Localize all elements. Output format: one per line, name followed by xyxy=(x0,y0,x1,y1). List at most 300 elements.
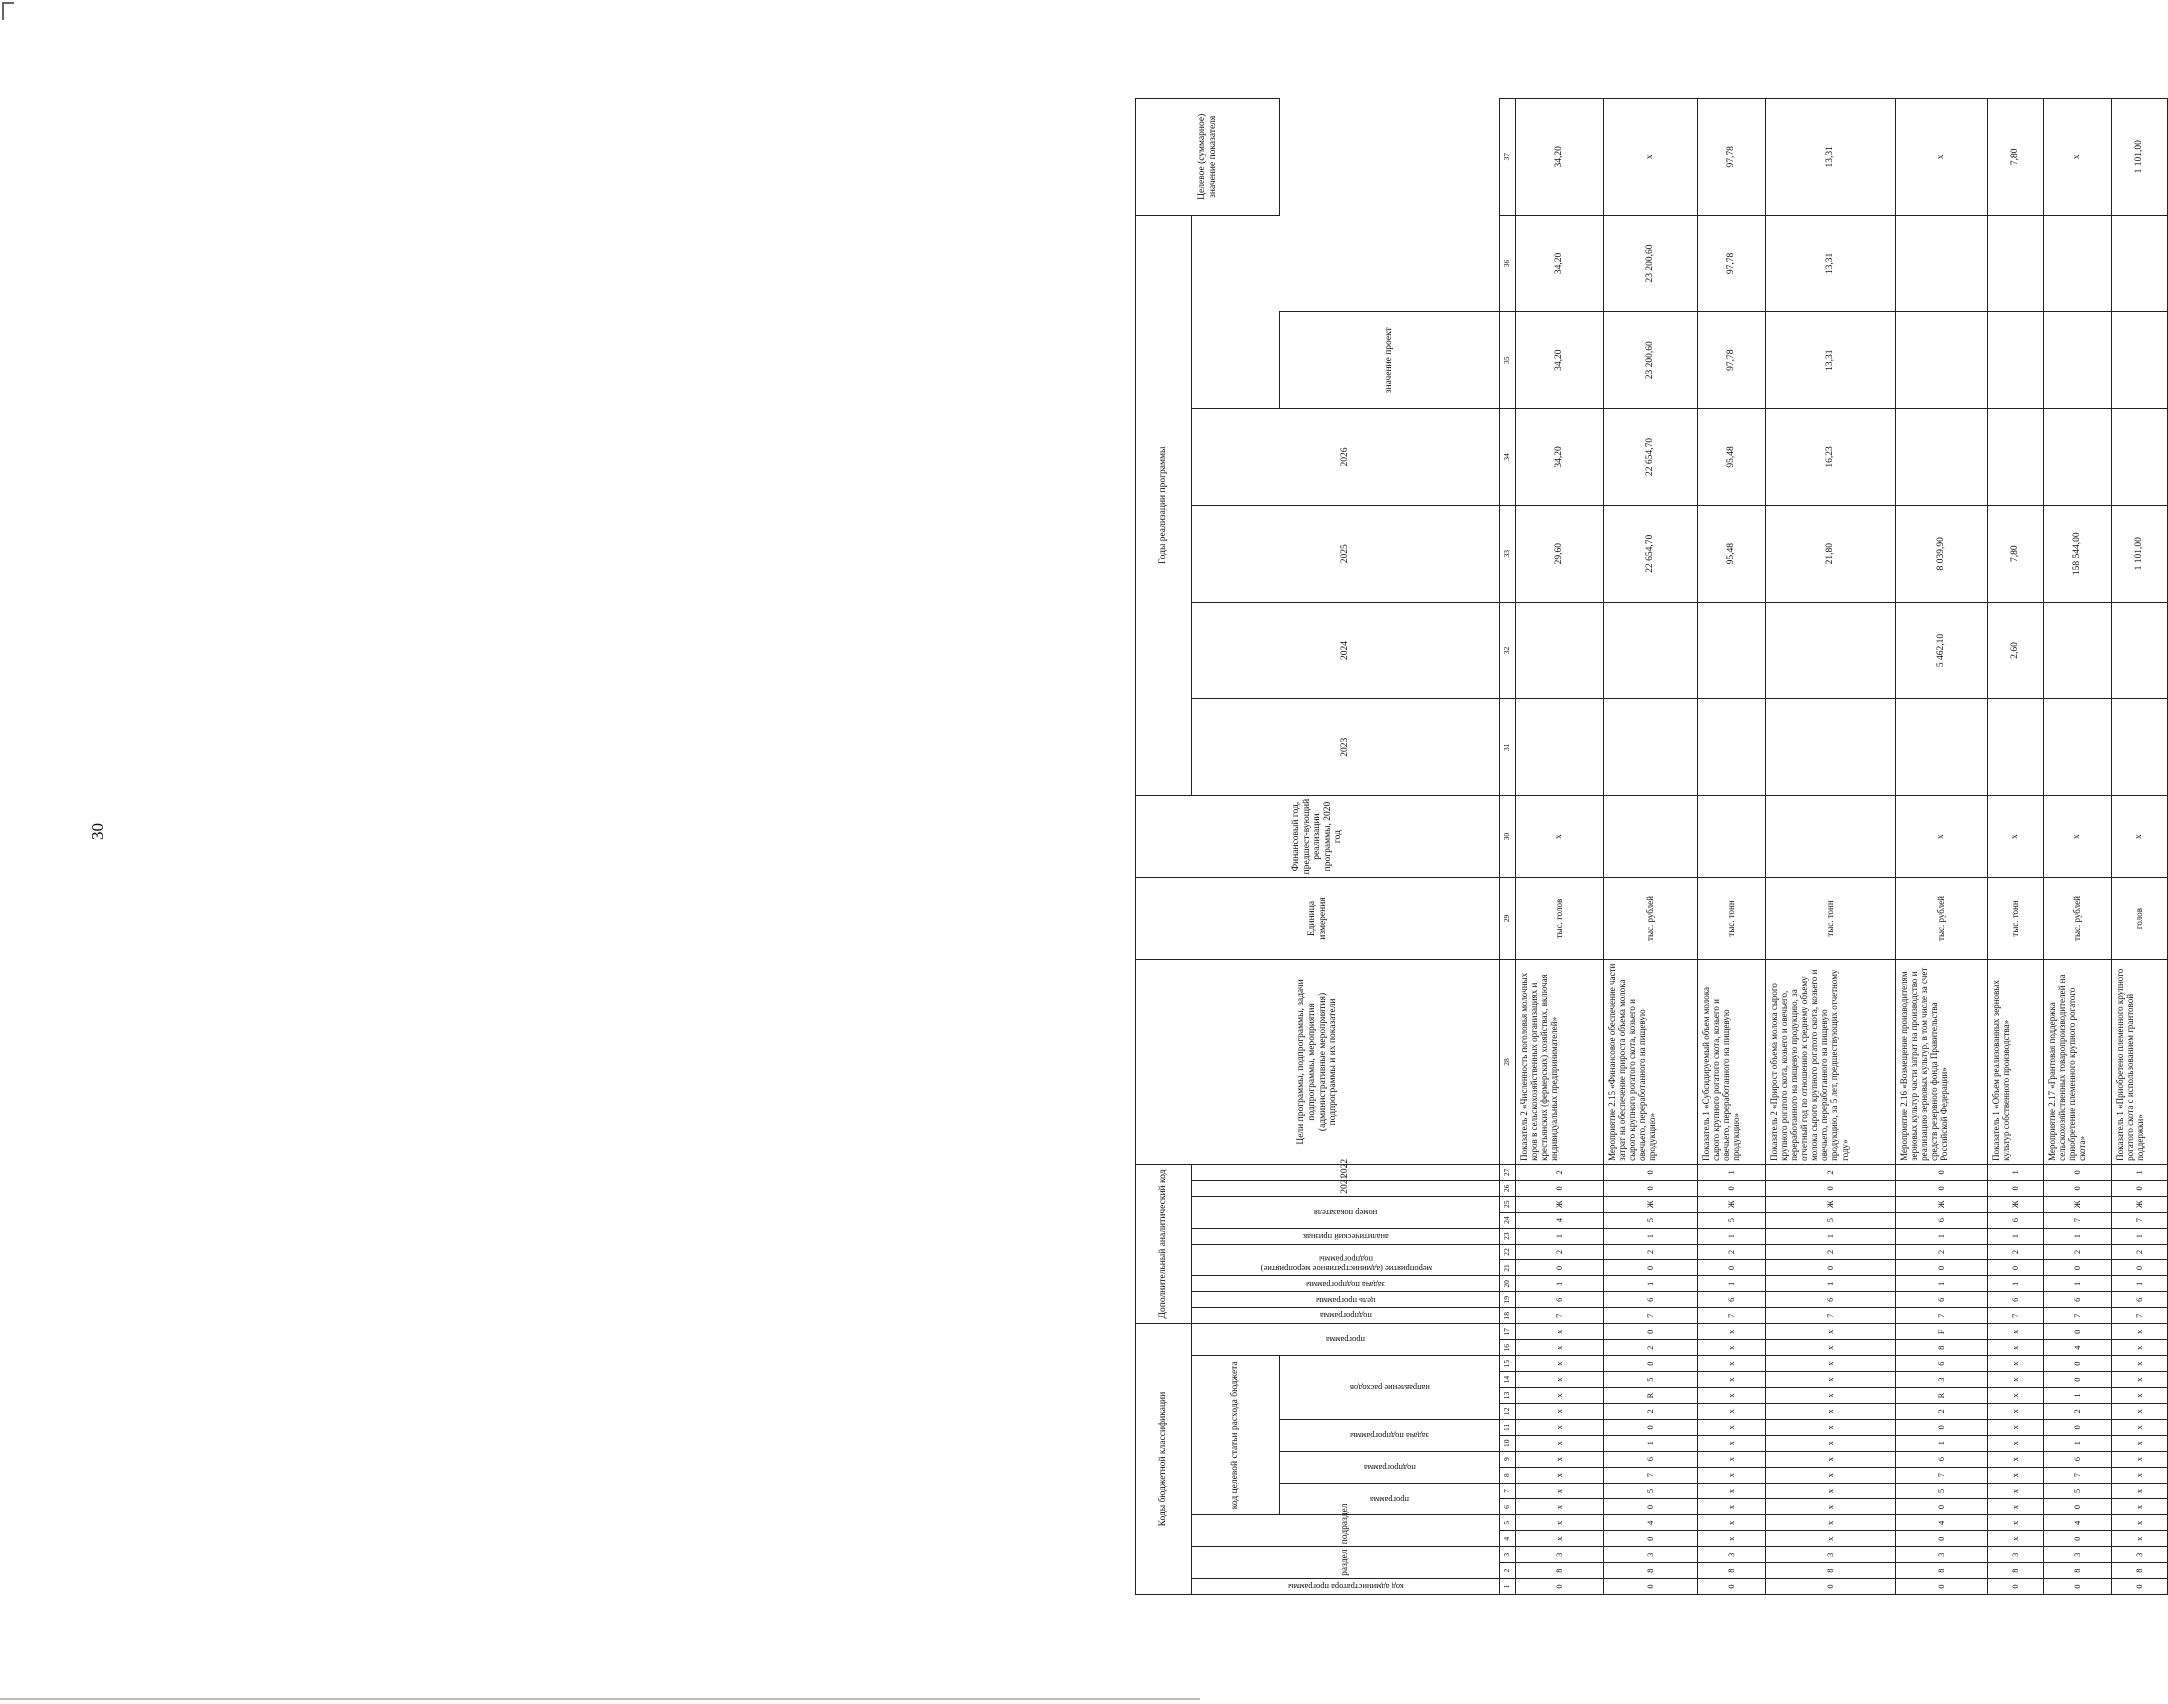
column-number: 1 xyxy=(1500,1579,1516,1595)
code-cell: х xyxy=(1988,1483,2044,1499)
code-cell: 3 xyxy=(1604,1547,1698,1563)
code-cell: х xyxy=(1766,1419,1896,1435)
value-cell-2025: 23 200,60 xyxy=(1604,312,1698,409)
code-cell: х xyxy=(2112,1356,2168,1372)
column-number: 22 xyxy=(1500,1244,1516,1260)
value-cell-2022 xyxy=(1698,602,1766,699)
code-cell: х xyxy=(2112,1324,2168,1340)
code-cell: 7 xyxy=(1698,1308,1766,1324)
scan-mark xyxy=(2,2,4,20)
header-y2025: 2025 xyxy=(1192,505,1500,602)
code-cell: 2 xyxy=(1766,1164,1896,1180)
value-cell-2021 xyxy=(1896,699,1988,796)
value-cell-2021 xyxy=(2044,699,2112,796)
value-cell-2024 xyxy=(2112,409,2168,506)
code-cell: 8 xyxy=(1766,1563,1896,1579)
header-y2021: 2021 xyxy=(1192,1180,1500,1196)
fin-year-cell xyxy=(1766,796,1896,878)
code-cell: х xyxy=(1988,1356,2044,1372)
code-cell: 3 xyxy=(1896,1372,1988,1388)
description-cell: Показатель 1 «Объем реализованных зерновых культур собственного производства» xyxy=(1988,960,2044,1165)
unit-cell: тыс. голов xyxy=(1516,878,1604,960)
header-subsection: подраздел xyxy=(1192,1515,1500,1547)
target-cell: 13,31 xyxy=(1766,99,1896,216)
code-cell: х xyxy=(1516,1435,1604,1451)
value-cell-2024: 22 654,70 xyxy=(1604,409,1698,506)
code-cell: х xyxy=(1516,1388,1604,1404)
value-cell-2023: 8 039,90 xyxy=(1896,505,1988,602)
value-cell-2026: 13,31 xyxy=(1766,215,1896,312)
column-number: 33 xyxy=(1500,505,1516,602)
code-cell: 0 xyxy=(1896,1260,1988,1276)
fin-year-cell: х xyxy=(2044,796,2112,878)
code-cell: 6 xyxy=(1896,1292,1988,1308)
code-cell: 3 xyxy=(1988,1547,2044,1563)
unit-cell: тыс. тонн xyxy=(1988,878,2044,960)
column-number: 31 xyxy=(1500,699,1516,796)
target-cell: х xyxy=(2044,99,2112,216)
code-cell: х xyxy=(1988,1340,2044,1356)
code-cell: х xyxy=(1516,1340,1604,1356)
column-number: 6 xyxy=(1500,1499,1516,1515)
code-cell: Ж xyxy=(2112,1196,2168,1212)
table-row xyxy=(1604,99,1698,1595)
code-cell: 0 xyxy=(2044,1164,2112,1180)
code-cell: 1 xyxy=(1988,1164,2044,1180)
code-cell: 0 xyxy=(1896,1579,1988,1595)
code-cell: х xyxy=(1766,1483,1896,1499)
code-cell: 8 xyxy=(1604,1563,1698,1579)
column-number: 10 xyxy=(1500,1435,1516,1451)
code-cell: х xyxy=(1698,1483,1766,1499)
code-cell: 7 xyxy=(1516,1308,1604,1324)
description-cell: Показатель 1 «Субсидируемый объем молока сырого крупного рогатого скота, козьего и овечьего, переработанного на пищевую продукцию» xyxy=(1698,960,1766,1165)
header-row xyxy=(1136,99,1192,1595)
code-cell: 0 xyxy=(2112,1260,2168,1276)
description-cell: Мероприятие 2.16 «Возмещение производителям зерновых культур части затрат на производство и реализацию зерновых культур, в том числе за счет средств резервного фонда Правительства Российской Федерации» xyxy=(1896,960,1988,1165)
code-cell: х xyxy=(1516,1515,1604,1531)
code-cell: х xyxy=(1698,1499,1766,1515)
column-number: 9 xyxy=(1500,1451,1516,1467)
header-target: Целевое (суммарное) значение показателя xyxy=(1136,99,1280,216)
header-additional-code: Дополнительный аналитический код xyxy=(1136,1164,1192,1323)
value-cell-2025: 97,78 xyxy=(1698,312,1766,409)
value-cell-2025 xyxy=(1896,312,1988,409)
table-row xyxy=(1516,99,1604,1595)
code-cell: 1 xyxy=(1698,1276,1766,1292)
code-cell: 2 xyxy=(1896,1244,1988,1260)
value-cell-2026 xyxy=(1896,215,1988,312)
table-row xyxy=(1988,99,2044,1595)
header-program: программа xyxy=(1280,1483,1500,1515)
code-cell: 0 xyxy=(1766,1260,1896,1276)
header-y2023: 2023 xyxy=(1192,699,1500,796)
table-row xyxy=(1698,99,1766,1595)
column-number: 11 xyxy=(1500,1419,1516,1435)
column-number: 21 xyxy=(1500,1260,1516,1276)
code-cell: 0 xyxy=(2044,1180,2112,1196)
value-cell-2024: 34,20 xyxy=(1516,409,1604,506)
unit-cell: тыс. рублей xyxy=(2044,878,2112,960)
code-cell: 6 xyxy=(1896,1451,1988,1467)
column-number: 24 xyxy=(1500,1212,1516,1228)
code-cell: 7 xyxy=(1896,1308,1988,1324)
table-row xyxy=(2044,99,2112,1595)
column-number: 18 xyxy=(1500,1308,1516,1324)
code-cell: х xyxy=(1516,1483,1604,1499)
code-cell: х xyxy=(1516,1356,1604,1372)
header-y2024: 2024 xyxy=(1192,602,1500,699)
code-cell: х xyxy=(2112,1499,2168,1515)
column-number: 26 xyxy=(1500,1180,1516,1196)
header-subprogram-a: подпрограмма xyxy=(1192,1308,1500,1324)
code-cell: 4 xyxy=(1604,1515,1698,1531)
code-cell: х xyxy=(2112,1403,2168,1419)
code-cell: 2 xyxy=(2112,1244,2168,1260)
target-cell: х xyxy=(1604,99,1698,216)
fin-year-cell: х xyxy=(2112,796,2168,878)
description-cell: Показатель 2 «Численность поголовья молочных коров в сельскохозяйственных организациях и крестьянских (фермерских) хозяйствах, включая индивидуальных предпринимателей» xyxy=(1516,960,1604,1165)
code-cell: х xyxy=(1988,1515,2044,1531)
column-number: 32 xyxy=(1500,602,1516,699)
code-cell: 2 xyxy=(1766,1244,1896,1260)
header-indicator-number: номер показателя xyxy=(1192,1196,1500,1228)
code-cell: 5 xyxy=(2044,1483,2112,1499)
code-cell: 7 xyxy=(2044,1467,2112,1483)
column-number: 17 xyxy=(1500,1324,1516,1340)
code-cell: х xyxy=(1698,1435,1766,1451)
code-cell: х xyxy=(1516,1531,1604,1547)
code-cell: 0 xyxy=(1896,1531,1988,1547)
header-fin-year: Финансовый год, предшест-вующий реализации программы, 2020 год xyxy=(1136,796,1500,878)
code-cell: х xyxy=(1988,1499,2044,1515)
unit-cell: тыс. тонн xyxy=(1698,878,1766,960)
code-cell: 0 xyxy=(1516,1180,1604,1196)
code-cell: 3 xyxy=(1766,1547,1896,1563)
unit-cell: тыс. рублей xyxy=(1896,878,1988,960)
description-cell: Показатель 2 «Прирост объема молока сырого крупного рогатого скота, козьего и овечьего, переработанного на пищевую продукцию, за отчетный год по отношению к среднему объему молока сырого крупного рогатого скота, козьего и овечьего, переработанного на пищевую продукцию, за 5 лет, предшествующих отчетному году» xyxy=(1766,960,1896,1165)
value-cell-2024: 95,48 xyxy=(1698,409,1766,506)
column-number: 7 xyxy=(1500,1483,1516,1499)
code-cell: х xyxy=(1988,1467,2044,1483)
header-subprogram-task-a: задача подпрограммы xyxy=(1192,1276,1500,1292)
code-cell: Ж xyxy=(1988,1196,2044,1212)
code-cell: х xyxy=(2112,1515,2168,1531)
code-cell: 5 xyxy=(1604,1212,1698,1228)
code-cell: 7 xyxy=(1604,1467,1698,1483)
column-number: 3 xyxy=(1500,1547,1516,1563)
code-cell: 1 xyxy=(1896,1228,1988,1244)
code-cell: 5 xyxy=(1766,1212,1896,1228)
column-number: 8 xyxy=(1500,1467,1516,1483)
column-number: 13 xyxy=(1500,1388,1516,1404)
code-cell: 0 xyxy=(1698,1260,1766,1276)
value-cell-2022: 5 462,10 xyxy=(1896,602,1988,699)
code-cell: 1 xyxy=(1766,1228,1896,1244)
value-cell-2023: 1 101,00 xyxy=(2112,505,2168,602)
code-cell: 0 xyxy=(2044,1531,2112,1547)
code-cell: 0 xyxy=(1604,1499,1698,1515)
header-unit: Единица измерения xyxy=(1136,878,1500,960)
column-number: 2 xyxy=(1500,1563,1516,1579)
header-section: раздел xyxy=(1192,1547,1500,1579)
code-cell: х xyxy=(1766,1340,1896,1356)
column-number: 20 xyxy=(1500,1276,1516,1292)
code-cell: 8 xyxy=(2112,1563,2168,1579)
code-cell: 0 xyxy=(2112,1180,2168,1196)
code-cell: 2 xyxy=(1604,1244,1698,1260)
code-cell: х xyxy=(1988,1388,2044,1404)
code-cell: 1 xyxy=(1698,1228,1766,1244)
value-cell-2026: 97,78 xyxy=(1698,215,1766,312)
code-cell: х xyxy=(1698,1467,1766,1483)
code-cell: 0 xyxy=(1604,1260,1698,1276)
header-program-goal: цель программы xyxy=(1192,1292,1500,1308)
table-row xyxy=(1766,99,1896,1595)
fin-year-cell: х xyxy=(1896,796,1988,878)
code-cell: х xyxy=(1988,1372,2044,1388)
code-cell: 6 xyxy=(1516,1292,1604,1308)
code-cell: 0 xyxy=(1516,1579,1604,1595)
code-cell: х xyxy=(1766,1388,1896,1404)
code-cell: 6 xyxy=(1988,1292,2044,1308)
description-cell: Показатель 1 «Приобретено племенного крупного рогатого скота с использованием грантовой поддержки» xyxy=(2112,960,2168,1165)
value-cell-2026: 34,20 xyxy=(1516,215,1604,312)
code-cell: 7 xyxy=(2112,1212,2168,1228)
code-cell: R xyxy=(1604,1388,1698,1404)
header-goals: Цели программы, подпрограммы, задачи подпрограммы, мероприятия (административные мероприятия) подпрограммы и их показатели xyxy=(1136,960,1500,1165)
code-cell: 0 xyxy=(2044,1356,2112,1372)
code-cell: 0 xyxy=(1604,1579,1698,1595)
code-cell: 0 xyxy=(1896,1180,1988,1196)
column-number: 27 xyxy=(1500,1164,1516,1180)
code-cell: Ж xyxy=(1698,1196,1766,1212)
code-cell: 0 xyxy=(2044,1499,2112,1515)
fin-year-cell: х xyxy=(1988,796,2044,878)
code-cell: х xyxy=(1988,1403,2044,1419)
code-cell: 0 xyxy=(1766,1180,1896,1196)
value-cell-2024 xyxy=(2044,409,2112,506)
code-cell: х xyxy=(2112,1419,2168,1435)
value-cell-2026: 23 200,60 xyxy=(1604,215,1698,312)
code-cell: х xyxy=(1766,1372,1896,1388)
code-cell: х xyxy=(2112,1467,2168,1483)
code-cell: 1 xyxy=(2112,1164,2168,1180)
value-cell-2026 xyxy=(2044,215,2112,312)
code-cell: 6 xyxy=(1988,1212,2044,1228)
scan-mark xyxy=(0,1698,1200,1700)
code-cell: 1 xyxy=(1896,1276,1988,1292)
table-row xyxy=(2112,99,2168,1595)
unit-cell: тыс. рублей xyxy=(1604,878,1698,960)
code-cell: 6 xyxy=(1604,1292,1698,1308)
code-cell: 0 xyxy=(2044,1260,2112,1276)
code-cell: х xyxy=(1988,1419,2044,1435)
code-cell: 1 xyxy=(1604,1228,1698,1244)
code-cell: 6 xyxy=(1896,1212,1988,1228)
code-cell: х xyxy=(1766,1356,1896,1372)
code-cell: 1 xyxy=(1698,1164,1766,1180)
program-table xyxy=(1135,98,2168,1595)
code-cell: х xyxy=(1766,1499,1896,1515)
value-cell-2023: 158 544,00 xyxy=(2044,505,2112,602)
description-cell: Мероприятие 2.17 «Грантовая поддержка сельскохозяйственных товаропроизводителей на приобретение племенного крупного рогатого скота» xyxy=(2044,960,2112,1165)
value-cell-2021 xyxy=(1766,699,1896,796)
code-cell: х xyxy=(1766,1467,1896,1483)
code-cell: 8 xyxy=(1896,1340,1988,1356)
code-cell: 0 xyxy=(1604,1531,1698,1547)
column-number: 35 xyxy=(1500,312,1516,409)
code-cell: 1 xyxy=(1516,1228,1604,1244)
code-cell: 2 xyxy=(2044,1403,2112,1419)
value-cell-2023: 21,80 xyxy=(1766,505,1896,602)
code-cell: 3 xyxy=(1516,1547,1604,1563)
value-cell-2022 xyxy=(1516,602,1604,699)
code-cell: 0 xyxy=(1604,1324,1698,1340)
code-cell: 0 xyxy=(1516,1260,1604,1276)
code-cell: 2 xyxy=(1604,1340,1698,1356)
header-y2026: 2026 xyxy=(1192,409,1500,506)
column-number: 28 xyxy=(1500,960,1516,1165)
code-cell: 6 xyxy=(2112,1292,2168,1308)
code-cell: 5 xyxy=(1604,1483,1698,1499)
code-cell: 7 xyxy=(2112,1308,2168,1324)
code-cell: 2 xyxy=(1516,1244,1604,1260)
code-cell: х xyxy=(2112,1483,2168,1499)
code-cell: Ж xyxy=(2044,1196,2112,1212)
code-cell: 1 xyxy=(1604,1435,1698,1451)
code-cell: 4 xyxy=(2044,1340,2112,1356)
code-cell: 0 xyxy=(1896,1419,1988,1435)
value-cell-2025 xyxy=(1988,312,2044,409)
value-cell-2022 xyxy=(1766,602,1896,699)
code-cell: х xyxy=(2112,1451,2168,1467)
fin-year-cell xyxy=(1604,796,1698,878)
code-cell: 1 xyxy=(1896,1435,1988,1451)
header-program-a: программа xyxy=(1192,1324,1500,1356)
unit-cell: голов xyxy=(2112,878,2168,960)
code-cell: 2 xyxy=(1988,1244,2044,1260)
code-cell: х xyxy=(1698,1515,1766,1531)
target-cell: х xyxy=(1896,99,1988,216)
fin-year-cell xyxy=(1698,796,1766,878)
code-cell: х xyxy=(2112,1340,2168,1356)
value-cell-2021 xyxy=(2112,699,2168,796)
header-subprogram-task: задача подпрограммы xyxy=(1280,1419,1500,1451)
code-cell: х xyxy=(2112,1531,2168,1547)
value-cell-2021 xyxy=(1988,699,2044,796)
code-cell: х xyxy=(1766,1324,1896,1340)
code-cell: 4 xyxy=(1896,1515,1988,1531)
code-cell: х xyxy=(2112,1435,2168,1451)
value-cell-2026 xyxy=(2112,215,2168,312)
column-number: 4 xyxy=(1500,1531,1516,1547)
code-cell: 8 xyxy=(2044,1563,2112,1579)
code-cell: 7 xyxy=(1766,1308,1896,1324)
code-cell: 0 xyxy=(1896,1164,1988,1180)
column-number: 29 xyxy=(1500,878,1516,960)
column-number: 14 xyxy=(1500,1372,1516,1388)
value-cell-2021 xyxy=(1516,699,1604,796)
code-cell: х xyxy=(1988,1435,2044,1451)
value-cell-2023: 95,48 xyxy=(1698,505,1766,602)
code-cell: 2 xyxy=(1604,1403,1698,1419)
code-cell: 6 xyxy=(1896,1356,1988,1372)
header-measure: мероприятие (административное мероприятие) подпрограммы xyxy=(1192,1244,1500,1276)
code-cell: R xyxy=(1896,1388,1988,1404)
code-cell: 0 xyxy=(2112,1579,2168,1595)
code-cell: 7 xyxy=(2044,1212,2112,1228)
code-cell: 6 xyxy=(1698,1292,1766,1308)
value-cell-2022 xyxy=(2112,602,2168,699)
value-cell-2023: 22 654,70 xyxy=(1604,505,1698,602)
code-cell: х xyxy=(1698,1403,1766,1419)
code-cell: х xyxy=(1698,1388,1766,1404)
code-cell: х xyxy=(1516,1324,1604,1340)
code-cell: 0 xyxy=(1698,1180,1766,1196)
scan-mark xyxy=(2,2,14,4)
target-cell: 1 101,00 xyxy=(2112,99,2168,216)
value-cell-2026 xyxy=(1988,215,2044,312)
code-cell: 2 xyxy=(1516,1164,1604,1180)
value-cell-2021 xyxy=(1604,699,1698,796)
header-target-project: значение проект xyxy=(1280,312,1500,409)
code-cell: 0 xyxy=(1988,1180,2044,1196)
value-cell-2025 xyxy=(2044,312,2112,409)
code-cell: х xyxy=(2112,1388,2168,1404)
code-cell: х xyxy=(1766,1435,1896,1451)
value-cell-2025: 34,20 xyxy=(1516,312,1604,409)
column-number: 25 xyxy=(1500,1196,1516,1212)
code-cell: F xyxy=(1896,1324,1988,1340)
code-cell: 0 xyxy=(1604,1356,1698,1372)
column-number: 12 xyxy=(1500,1403,1516,1419)
code-cell: 1 xyxy=(2044,1276,2112,1292)
code-cell: х xyxy=(1698,1419,1766,1435)
code-cell: 2 xyxy=(2044,1244,2112,1260)
column-number: 37 xyxy=(1500,99,1516,216)
code-cell: 0 xyxy=(1896,1499,1988,1515)
code-cell: 8 xyxy=(1698,1563,1766,1579)
code-cell: Ж xyxy=(1516,1196,1604,1212)
header-analytic-sign: аналитический признак xyxy=(1192,1228,1500,1244)
code-cell: х xyxy=(1698,1340,1766,1356)
value-cell-2022 xyxy=(2044,602,2112,699)
code-cell: 0 xyxy=(2044,1324,2112,1340)
column-number-row xyxy=(1500,99,1516,1595)
page-number: 30 xyxy=(88,823,107,840)
value-cell-2025: 13,31 xyxy=(1766,312,1896,409)
code-cell: 3 xyxy=(1896,1547,1988,1563)
code-cell: Ж xyxy=(1896,1196,1988,1212)
table-row xyxy=(1896,99,1988,1595)
code-cell: х xyxy=(1698,1372,1766,1388)
code-cell: 1 xyxy=(2112,1228,2168,1244)
column-number: 36 xyxy=(1500,215,1516,312)
code-cell: 5 xyxy=(1698,1212,1766,1228)
code-cell: 0 xyxy=(1604,1419,1698,1435)
code-cell: 8 xyxy=(1896,1563,1988,1579)
code-cell: х xyxy=(1698,1324,1766,1340)
code-cell: 6 xyxy=(2044,1451,2112,1467)
code-cell: 5 xyxy=(1604,1372,1698,1388)
code-cell: х xyxy=(1698,1531,1766,1547)
value-cell-2021 xyxy=(1698,699,1766,796)
code-cell: 1 xyxy=(1766,1276,1896,1292)
code-cell: 2 xyxy=(1698,1244,1766,1260)
unit-cell: тыс. тонн xyxy=(1766,878,1896,960)
code-cell: х xyxy=(1988,1324,2044,1340)
